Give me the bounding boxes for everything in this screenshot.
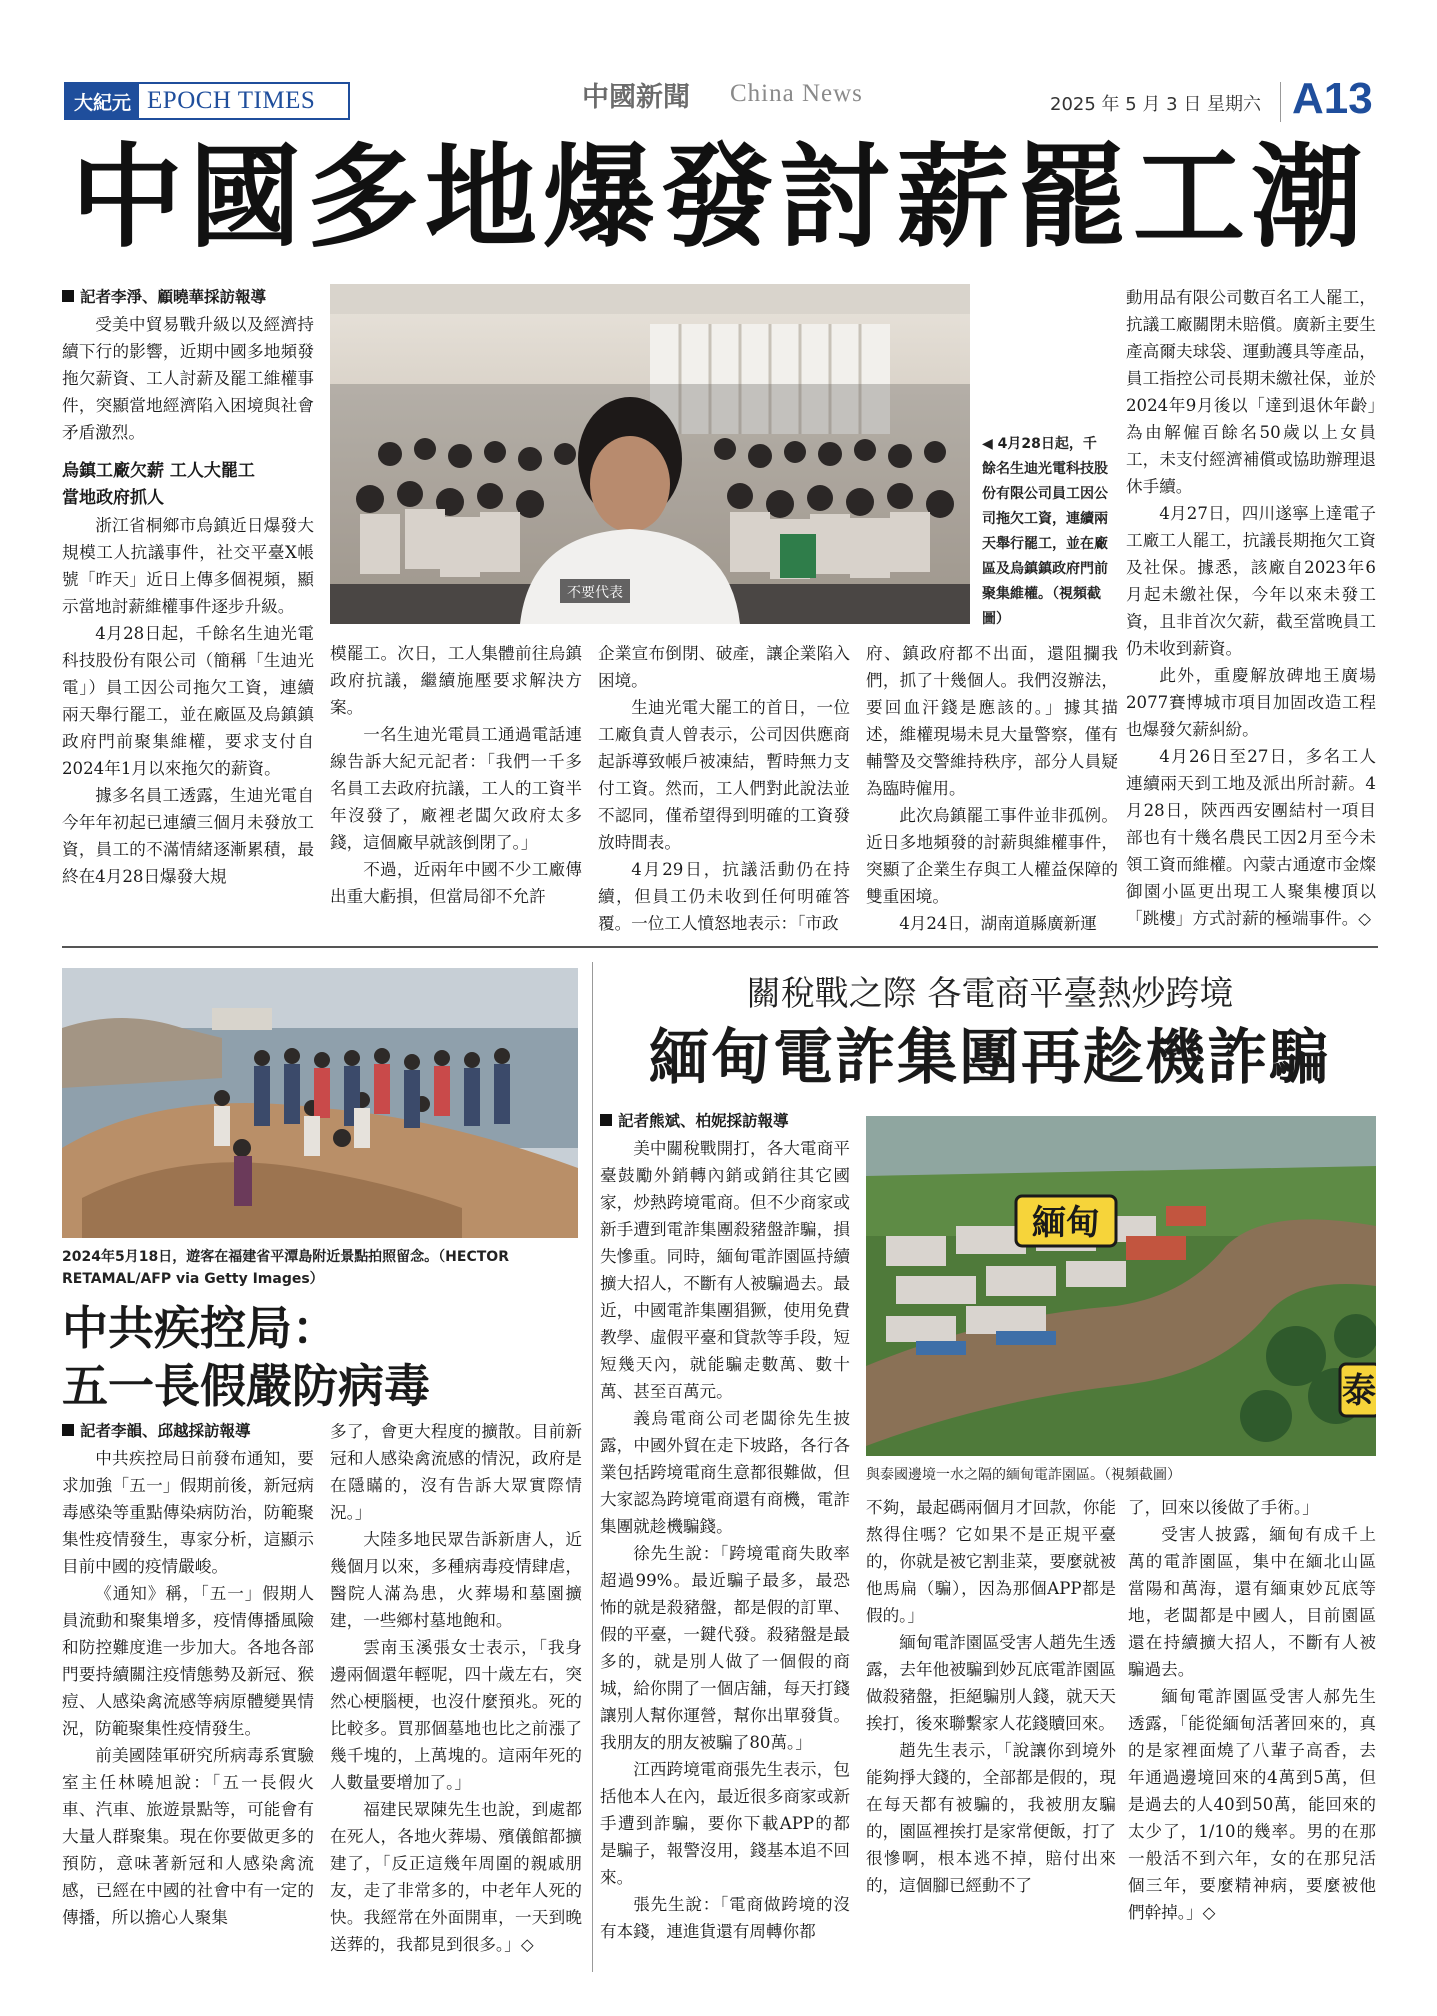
paragraph: 生迪光電大罷工的首日，一位工廠負責人曾表示，公司因供應商起訴導致帳戶被凍結，暫時無力支付工資。然而，工人們對此說法並不認同，僅希望得到明確的工資發放時間表。 [598, 698, 850, 852]
paragraph: 中共疾控局日前發布通知，要求加強「五一」假期前後，新冠病毒感染等重點傳染病防治，防範聚集性疫情發生，專家分析，這顯示目前中國的疫情嚴峻。 [62, 1449, 314, 1576]
paragraph: 義烏電商公司老闆徐先生披露，中國外貿在走下坡路，各行各業包括跨境電商生意都很難做，但大家認為跨境電商還有商機，電詐集團就趁機騙錢。 [600, 1409, 850, 1536]
paragraph: 4月29日，抗議活動仍在持續，但員工仍未收到任何明確答覆。一位工人憤怒地表示：「市政 [598, 860, 850, 933]
section-divider [62, 946, 1378, 948]
story3-kicker: 關稅戰之際 各電商平臺熱炒跨境 [746, 974, 1234, 1014]
story2-headline-line-1: 中共疾控局： [62, 1301, 338, 1355]
main-headline: 中國多地爆發討薪罷工潮 [71, 132, 1369, 263]
photo-sign-text: 不要代表 [567, 585, 623, 601]
story1-byline [62, 284, 314, 311]
strike-photo-caption: ◀ 4月28日起，千餘名生迪光電科技股份有限公司員工因公司拖欠工資，連續兩天舉行罷工，並在廠區及烏鎮鎮政府門前聚集維權。（視頻截圖） [982, 436, 1108, 627]
issue-date: 2025 年 5 月 3 日 星期六 [1050, 94, 1262, 115]
byline-square-icon [600, 1114, 612, 1126]
paragraph: 企業宣布倒閉、破產，讓企業陷入困境。 [598, 644, 850, 690]
paragraph: 一名生迪光電員工通過電話連線告訴大紀元記者：「我們一千多名員工去政府抗議，工人的工資半年沒發了，廠裡老闆欠政府太多錢，這個廠早就該倒閉了。」 [330, 725, 582, 852]
byline-square-icon [62, 290, 74, 302]
paragraph: 府、鎮政府都不出面，還阻攔我們，抓了十幾個人。我們沒辦法，要回血汗錢是應該的。」據其描述，維權現場未見大量警察，僅有輔警及交警維持秩序，部分人員疑為臨時僱用。 [866, 644, 1118, 798]
story1-column-4 [866, 640, 1118, 937]
paragraph: 受害人披露，緬甸有成千上萬的電詐園區，集中在緬北山區當陽和萬海，還有緬東妙瓦底等地，老闆都是中國人，目前園區還在持續擴大招人，不斷有人被騙過去。 [1128, 1525, 1376, 1679]
page-number: A13 [1292, 74, 1373, 123]
story1-column-3 [598, 640, 850, 937]
story1-subhead-1: 烏鎮工廠欠薪 工人大罷工 [62, 461, 255, 481]
strike-photo-image [330, 284, 970, 624]
epoch-times-logo [64, 82, 350, 120]
paragraph: 不過，近兩年中國不少工廠傳出重大虧損，但當局卻不允許 [330, 860, 582, 906]
logo-chinese: 大紀元 [66, 84, 139, 118]
story3-headline: 緬甸電詐集團再趁機詐騙 [649, 1023, 1331, 1093]
paragraph: 模罷工。次日，工人集體前往烏鎮政府抗議，繼續施壓要求解決方案。 [330, 644, 582, 717]
logo-english: EPOCH TIMES [147, 87, 316, 114]
pingtan-photo-image [62, 968, 578, 1238]
story3-byline [600, 1108, 850, 1135]
paragraph: 趙先生表示，「說讓你到境外能夠掙大錢的，全部都是假的，現在每天都有被騙的，我被朋友騙的，園區裡挨打是家常便飯，打了很慘啊，根本逃不掉，賠付出來的，這個腳已經動不了 [866, 1741, 1116, 1895]
story3-column-2 [866, 1494, 1116, 1899]
story3-column-3 [1128, 1494, 1376, 1926]
paragraph: 江西跨境電商張先生表示，包括他本人在內，最近很多商家或新手遭到詐騙，要你下載APP的都是騙子，報警沒用，錢基本追不回來。 [600, 1760, 850, 1887]
byline-text: 記者李韻、邱越採訪報導 [80, 1422, 251, 1440]
myanmar-photo-caption: 與泰國邊境一水之隔的緬甸電詐園區。（視頻截圖） [866, 1467, 1181, 1483]
paragraph: 前美國陸軍研究所病毒系實驗室主任林曉旭說：「五一長假火車、汽車、旅遊景點等，可能會有大量人群聚集。現在你要做更多的預防，意味著新冠和人感染禽流感，已經在中國的社會中有一定的傳播，所以擔心人聚集 [62, 1746, 314, 1927]
story2-byline [62, 1418, 314, 1445]
header-divider [1280, 82, 1281, 122]
thailand-label: 泰 [1342, 1371, 1376, 1411]
paragraph: 了，回來以後做了手術。」 [1128, 1498, 1319, 1517]
myanmar-border-photo-image [866, 1116, 1376, 1456]
section-title: 中國新聞 [582, 82, 690, 113]
paragraph: 4月26日至27日，多名工人連續兩天到工地及派出所討薪。4月28日，陝西西安團結村一項目部也有十幾名農民工因2月至今未領工資而維權。內蒙古通遼市金燦御園小區更出現工人聚集樓頂以「跳樓」方式討薪的極端事件。◇ [1126, 747, 1376, 928]
story2-headline-line-2: 五一長假嚴防病毒 [62, 1359, 430, 1413]
story1-column-1 [62, 284, 314, 890]
paragraph: 緬甸電詐園區受害人郝先生透露，「能從緬甸活著回來的，真的是家裡面燒了八輩子高香，去年通過邊境回來的4萬到5萬，但是過去的人40到50萬，能回來的太少了，1/10的幾率。男的在那一般活不到六年，女的在那兒活個三年，要麼精神病，要麼被他們幹掉。」◇ [1128, 1687, 1376, 1922]
story3-column-1 [600, 1108, 850, 1945]
paragraph: 張先生說：「電商做跨境的沒有本錢，連進貨還有周轉你都 [600, 1895, 850, 1941]
story1-intro: 受美中貿易戰升級以及經濟持續下行的影響，近期中國多地頻發拖欠薪資、工人討薪及罷工維權事件，突顯當地經濟陷入困境與社會矛盾激烈。 [62, 315, 314, 442]
story1-subhead-2: 當地政府抓人 [62, 488, 164, 508]
pingtan-photo [62, 968, 578, 1238]
paragraph: 4月27日，四川遂寧上達電子工廠工人罷工，抗議長期拖欠工資及社保。據悉，該廠自2023年6月起未繳社保，今年以來未發工資，且非首次欠薪，截至當晚員工仍未收到薪資。 [1126, 504, 1376, 658]
paragraph: 雲南玉溪張女士表示，「我身邊兩個還年輕呢，四十歲左右，突然心梗腦梗，也沒什麼預兆。死的比較多。買那個墓地也比之前漲了幾千塊的，上萬塊的。這兩年死的人數量要增加了。」 [330, 1638, 582, 1792]
paragraph: 動用品有限公司數百名工人罷工，抗議工廠關閉未賠償。廣新主要生產高爾夫球袋、運動護具等產品，員工指控公司長期未繳社保，並於2024年9月後以「達到退休年齡」為由解僱百餘名50歲以上女員工，未支付經濟補償或協助辦理退休手續。 [1126, 288, 1376, 496]
byline-text: 記者熊斌、柏妮採訪報導 [618, 1112, 789, 1130]
paragraph: 徐先生說：「跨境電商失敗率超過99%。最近騙子最多，最恐怖的就是殺豬盤，都是假的訂單、假的平臺，一鍵代發。殺豬盤是最多的，就是別人做了一個假的商城，給你開了一個店舖，每天打錢讓別人幫你運營，幫你出單發貨。我朋友的朋友被騙了80萬。」 [600, 1544, 850, 1752]
paragraph: 緬甸電詐園區受害人趙先生透露，去年他被騙到妙瓦底電詐園區做殺豬盤，拒絕騙別人錢，就天天挨打，後來聯繫家人花錢贖回來。 [866, 1633, 1116, 1733]
paragraph: 多了，會更大程度的擴散。目前新冠和人感染禽流感的情況，政府是在隱瞞的，沒有告訴大眾實際情況。」 [330, 1422, 582, 1522]
byline-text: 記者李淨、顧曉華採訪報導 [80, 288, 267, 306]
story2-column-2 [330, 1418, 582, 1958]
column-divider [592, 962, 593, 1972]
paragraph: 美中關稅戰開打，各大電商平臺鼓勵外銷轉內銷或銷往其它國家，炒熱跨境電商。但不少商家或新手遭到電詐集團殺豬盤詐騙，損失慘重。同時，緬甸電詐園區持續擴大招人，不斷有人被騙過去。最近，中國電詐集團猖獗，使用免費教學、虛假平臺和貸款等手段，短短幾天內，就能騙走數萬、數十萬、甚至百萬元。 [600, 1139, 850, 1401]
myanmar-border-photo [866, 1116, 1376, 1456]
paragraph: 不夠，最起碼兩個月才回款，你能熬得住嗎？它如果不是正規平臺的，你就是被它割韭菜，要麼就被他馬扁（騙），因為那個APP都是假的。」 [866, 1498, 1116, 1625]
paragraph: 福建民眾陳先生也說，到處都在死人，各地火葬場、殯儀館都擴建了，「反正這幾年周圍的親戚朋友，走了非常多的，中老年人死的快。我經常在外面開車，一天到晚送葬的，我都見到很多。」◇ [330, 1800, 582, 1954]
paragraph: 此次烏鎮罷工事件並非孤例。近日多地頻發的討薪與維權事件，突顯了企業生存與工人權益保障的雙重困境。 [866, 806, 1118, 906]
paragraph: 浙江省桐鄉市烏鎮近日爆發大規模工人抗議事件，社交平臺X帳號「昨天」近日上傳多個視頻，顯示當地討薪維權事件逐步升級。 [62, 516, 314, 616]
paragraph: 據多名員工透露，生迪光電自今年年初起已連續三個月未發放工資，員工的不滿情緒逐漸累積，最終在4月28日爆發大規 [62, 786, 314, 886]
section-title-english: China News [730, 80, 863, 107]
strike-photo [330, 284, 970, 624]
byline-square-icon [62, 1424, 74, 1436]
paragraph: 大陸多地民眾告訴新唐人，近幾個月以來，多種病毒疫情肆虐，醫院人滿為患，火葬場和墓園擴建，一些鄉村墓地飽和。 [330, 1530, 582, 1630]
story2-column-1 [62, 1418, 314, 1931]
myanmar-label: 緬甸 [1032, 1203, 1100, 1243]
story1-column-2 [330, 640, 582, 910]
pingtan-photo-caption: 2024年5月18日，遊客在福建省平潭島附近景點拍照留念。（HECTOR RETAMAL/AFP via Getty Images） [62, 1249, 509, 1287]
paragraph: 此外，重慶解放碑地王廣場2077賽博城市項目加固改造工程也爆發欠薪糾紛。 [1126, 666, 1376, 739]
paragraph: 4月24日，湖南道縣廣新運 [899, 914, 1097, 933]
paragraph: 4月28日起，千餘名生迪光電科技股份有限公司（簡稱「生迪光電」）員工因公司拖欠工資，連續兩天舉行罷工，並在廠區及烏鎮鎮政府門前聚集維權，要求支付自2024年1月以來拖欠的薪資。 [62, 624, 314, 778]
story1-column-5 [1126, 284, 1376, 932]
paragraph: 《通知》稱，「五一」假期人員流動和聚集增多，疫情傳播風險和防控難度進一步加大。各地各部門要持續關注疫情態勢及新冠、猴痘、人感染禽流感等病原體變異情況，防範聚集性疫情發生。 [62, 1584, 314, 1738]
